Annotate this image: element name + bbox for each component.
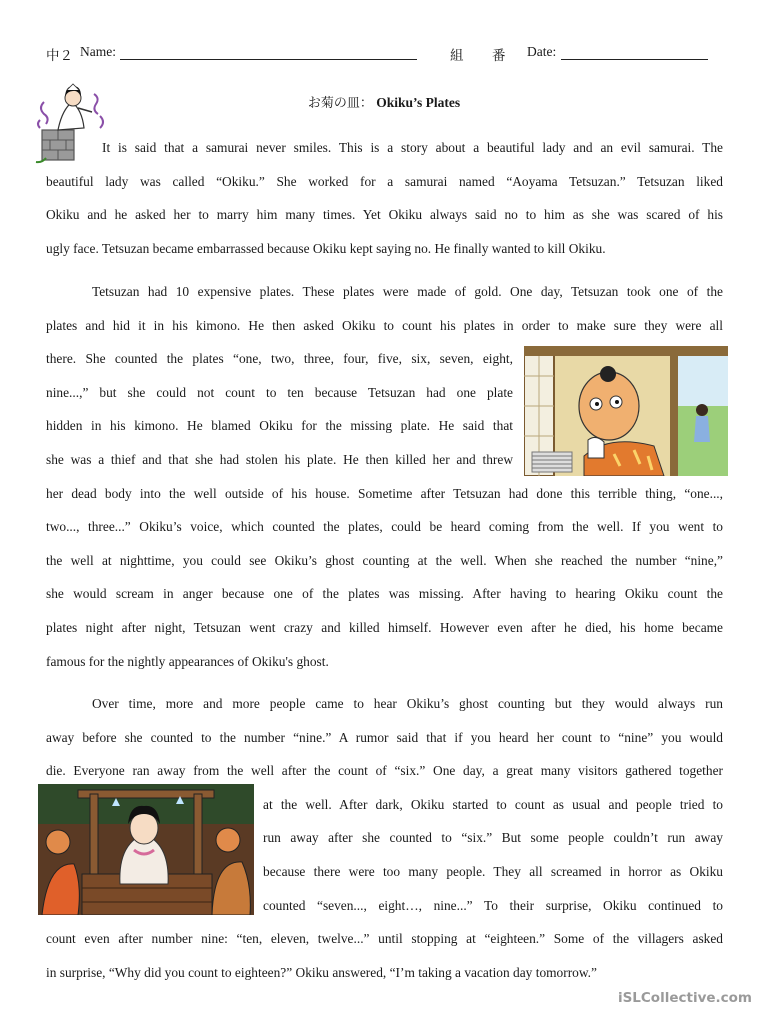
name-label: Name: [80,44,116,59]
worksheet-header [46,42,726,64]
p2-line: she would scream in anger because one of the plates was missing. After having to hearing Okiku count the [46,586,723,602]
samurai-illustration [524,346,728,476]
title-en: Okiku’s Plates [376,95,461,110]
paragraph-2 [46,275,723,678]
title-jp: お菊の皿： [307,96,373,111]
p3-line: away before she counted to the number “nine.” A rumor said that if you heard her count to “nine” you would [46,729,723,745]
p2-line: the well at nighttime, you could see Okiku’s ghost counting at the well. When she reached the number “nine,” [46,552,723,568]
ban-label: 番 [492,48,506,63]
p2-line: she was a thief and that she had stolen his plate. He then killed her and threw [46,451,513,467]
p2-line: Tetsuzan had 10 expensive plates. These plates were made of gold. One day, Tetsuzan took one of the [92,284,723,299]
p1-line: It is said that a samurai never smiles. This is a story about a beautiful lady and an evil samurai. The [102,140,723,155]
name-blank[interactable] [120,59,417,60]
p3-line: count even after number nine: “ten, eleven, twelve...” until stopping at “eighteen.” Some of the villagers asked [46,931,723,947]
p3-line: at the well. After dark, Okiku started to count as usual and people tried to [263,796,723,812]
p2-line: plates and hid it in his kimono. He then asked Okiku to count his plates in order to make sure they were all [46,317,723,333]
paragraph-1 [46,131,723,265]
p2-line: two..., three...” Okiku’s voice, which counted the plates, could be heard coming from the well. If you went to [46,519,723,535]
p3-line: Over time, more and more people came to hear Okiku’s ghost counting but they would always run [92,696,723,711]
p3-line: because there were too many people. They all screamed in horror as Okiku [263,863,723,879]
p2-line: her dead body into the well outside of his house. Sometime after Tetsuzan had done this terrible thing, “one..., [46,485,723,501]
p2-line: plates night after night, Tetsuzan went crazy and killed himself. However even after he died, his home became [46,619,723,635]
date-label: Date: [527,44,557,59]
watermark-logo: iSLCollective.com [617,990,752,1006]
p3-line: die. Everyone ran away from the well after the count of “six.” One day, a great many visitors gathered together [46,763,723,779]
p1-line: beautiful lady was called “Okiku.” She worked for a samurai named “Aoyama Tetsuzan.” Tetsuzan liked [46,173,723,189]
p3-line: run away after she counted to “six.” But some people couldn’t run away [263,830,723,846]
p2-line: nine...,” but she could not count to ten because Tetsuzan had one plate [46,384,513,400]
date-blank[interactable] [561,59,708,60]
well-ghost-illustration [38,784,254,915]
class-label: 中２ [46,48,73,63]
p1-line: ugly face. Tetsuzan became embarrassed because Okiku kept saying no. He finally wanted to kill Okiku. [46,240,606,256]
p2-line: there. She counted the plates “one, two, three, four, five, six, seven, eight, [46,351,513,367]
kumi-label: 組 [450,48,464,63]
p2-line: famous for the nightly appearances of Okiku's ghost. [46,653,329,669]
page-title [0,92,768,111]
p3-line: in surprise, “Why did you count to eighteen?” Okiku answered, “I’m taking a vacation day tomorrow.” [46,964,597,980]
p1-line: Okiku and he asked her to marry him many times. Yet Okiku always said no to him as she was scared of his [46,207,723,223]
p3-line: counted “seven..., eight…, nine...” To their surprise, Okiku continued to [263,897,723,913]
p2-line: hidden in his kimono. He blamed Okiku for the missing plate. He said that [46,418,513,434]
